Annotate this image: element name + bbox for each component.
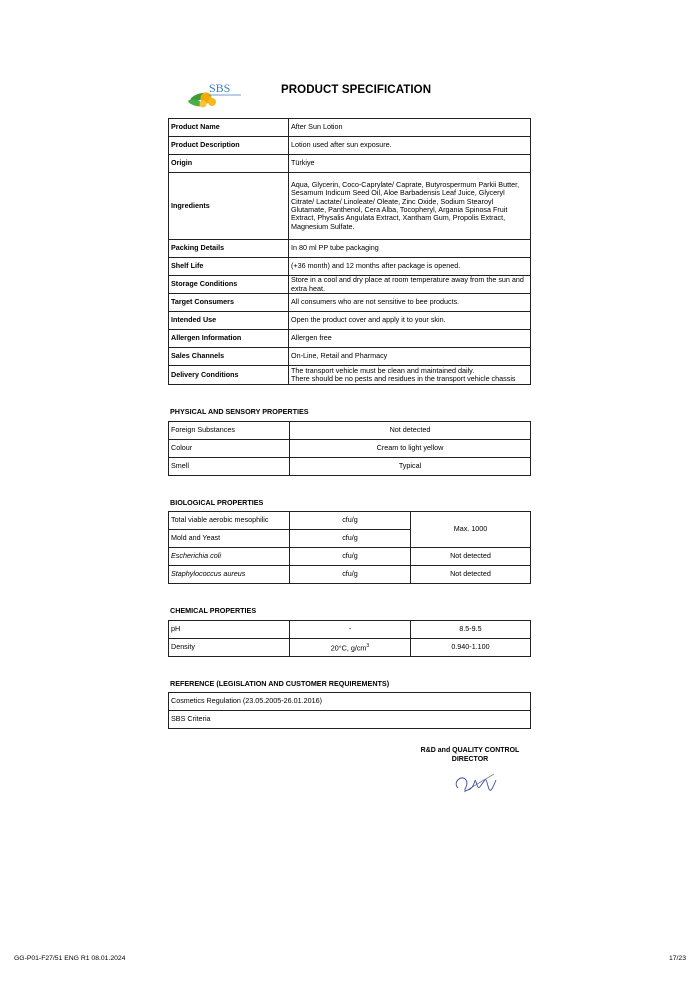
physical-heading: PHYSICAL AND SENSORY PROPERTIES	[170, 407, 309, 416]
delivery-line-1: The transport vehicle must be clean and maintained daily.	[290, 365, 475, 375]
biological-value: Not detected	[411, 548, 531, 566]
signature-image	[448, 768, 504, 796]
origin-label: Origin	[169, 155, 289, 173]
physical-label: Smell	[169, 458, 290, 476]
chemical-table	[168, 620, 531, 657]
ingredients-label: Ingredients	[169, 173, 289, 240]
physical-value: Not detected	[290, 422, 531, 440]
chemical-label: Density	[169, 639, 290, 657]
storage-conditions-label: Storage Conditions	[169, 276, 289, 294]
biological-label: Staphylococcus aureus	[169, 566, 290, 584]
chemical-unit	[290, 639, 411, 657]
chemical-label: pH	[169, 621, 290, 639]
physical-value: Typical	[290, 458, 531, 476]
intended-use-value: Open the product cover and apply it to your skin.	[288, 312, 530, 330]
physical-value: Cream to light yellow	[290, 440, 531, 458]
biological-unit: cfu/g	[290, 530, 411, 548]
biological-value: Not detected	[411, 566, 531, 584]
biological-table	[168, 511, 531, 584]
packing-details-value: In 80 ml PP tube packaging	[288, 240, 530, 258]
page-number: 17/23	[668, 955, 686, 962]
packing-details-label: Packing Details	[169, 240, 289, 258]
origin-value: Türkiye	[288, 155, 530, 173]
sales-channels-label: Sales Channels	[169, 348, 289, 366]
reference-table	[168, 692, 531, 729]
reference-item: SBS Criteria	[169, 711, 531, 729]
product-name-label: Product Name	[169, 119, 289, 137]
delivery-line-2: There should be no pests and residues in the transport vehicle chassis	[290, 374, 516, 383]
biological-value: Max. 1000	[411, 512, 531, 548]
product-description-label: Product Description	[169, 137, 289, 155]
density-unit-sup: 3	[366, 643, 370, 650]
approver-line-1: R&D and QUALITY CONTROL	[420, 747, 520, 754]
shelf-life-value: (+36 month) and 12 months after package is opened.	[288, 258, 530, 276]
target-consumers-label: Target Consumers	[169, 294, 289, 312]
physical-table	[168, 421, 531, 476]
chemical-heading: CHEMICAL PROPERTIES	[170, 606, 257, 615]
document-code: GG-P01-F27/51 ENG R1 08.01.2024	[14, 955, 126, 962]
shelf-life-label: Shelf Life	[169, 258, 289, 276]
product-description-value: Lotion used after sun exposure.	[288, 137, 530, 155]
chemical-value: 8.5-9.5	[411, 621, 531, 639]
reference-item: Cosmetics Regulation (23.05.2005-26.01.2016)	[169, 693, 531, 711]
density-unit-base: 20°C, g/cm	[330, 643, 367, 653]
document-title: PRODUCT SPECIFICATION	[281, 84, 432, 96]
approver-line-2: DIRECTOR	[451, 756, 489, 763]
biological-label: Total viable aerobic mesophilic	[169, 512, 290, 530]
chemical-value: 0.940-1.100	[411, 639, 531, 657]
sales-channels-value: On-Line, Retail and Pharmacy	[288, 348, 530, 366]
delivery-conditions-value	[288, 366, 530, 385]
physical-label: Colour	[169, 440, 290, 458]
reference-heading: REFERENCE (LEGISLATION AND CUSTOMER REQUIREMENTS)	[170, 679, 390, 688]
storage-conditions-value: Store in a cool and dry place at room temperature away from the sun and extra heat.	[288, 276, 530, 294]
sbs-logo	[185, 78, 247, 110]
allergen-information-label: Allergen Information	[169, 330, 289, 348]
intended-use-label: Intended Use	[169, 312, 289, 330]
biological-unit: cfu/g	[290, 566, 411, 584]
biological-unit: cfu/g	[290, 512, 411, 530]
biological-heading: BIOLOGICAL PROPERTIES	[170, 498, 264, 507]
target-consumers-value: All consumers who are not sensitive to bee products.	[288, 294, 530, 312]
biological-label: Mold and Yeast	[169, 530, 290, 548]
product-name-value: After Sun Lotion	[288, 119, 530, 137]
approver-title	[408, 746, 532, 764]
physical-label: Foreign Substances	[169, 422, 290, 440]
ingredients-value: Aqua, Glycerin, Coco-Caprylate/ Caprate, Butyrospermum Parkii Butter, Sesamum Indicum Seed Oil, Aloe Barbadensis Leaf Juice, Glyceryl Citrate/ Lactate/ Linoleate/ Oleate, Zinc Oxide, Sodium Stearoyl Glutamate, Panthenol, Cera Alba, Tocopheryl, Argania Spinosa Fruit Extract, Physalis Angulata Extract, Xantham Gum, Propolis Extract, Magnesium Sulfate.	[288, 173, 530, 240]
delivery-conditions-label: Delivery Conditions	[169, 366, 289, 385]
product-info-table	[168, 118, 531, 385]
biological-unit: cfu/g	[290, 548, 411, 566]
biological-label: Escherichia coli	[169, 548, 290, 566]
chemical-unit: -	[290, 621, 411, 639]
svg-text:SBS: SBS	[209, 81, 231, 95]
allergen-information-value: Allergen free	[288, 330, 530, 348]
